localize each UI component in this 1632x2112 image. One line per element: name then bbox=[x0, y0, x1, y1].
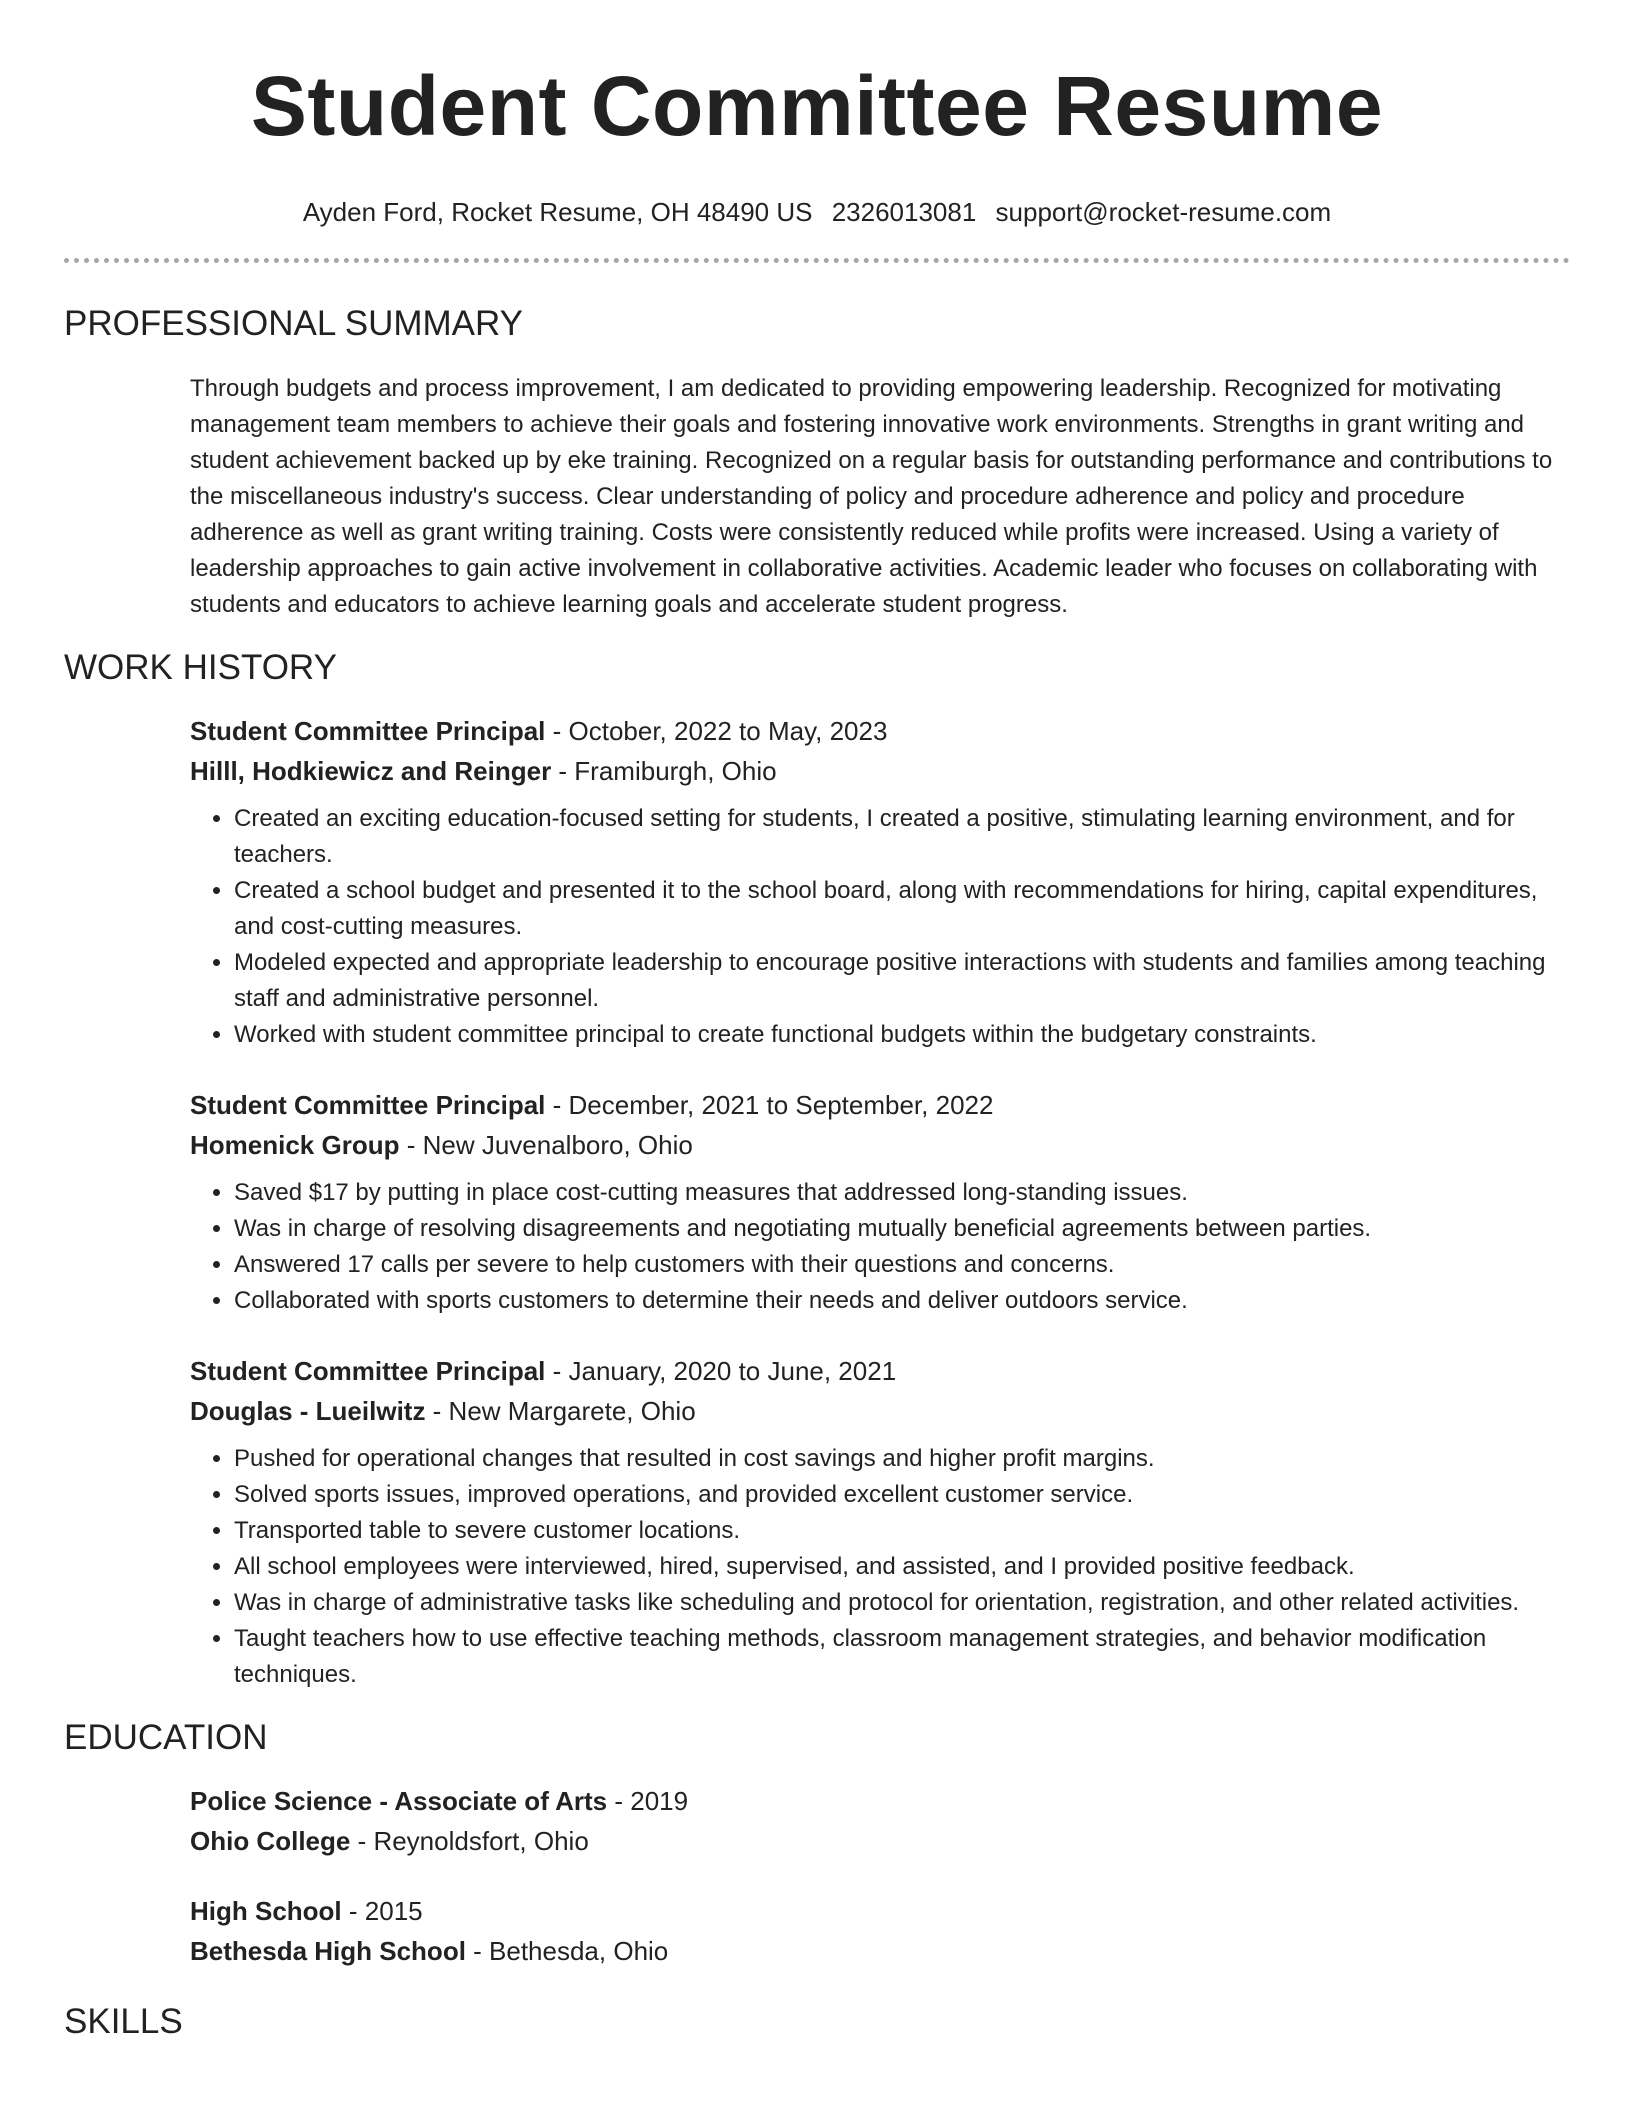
education-school-line bbox=[190, 1931, 1570, 1971]
job-bullet: • Worked with student committee principal to create functional budgets within the budgetary constraints. bbox=[234, 1017, 1570, 1053]
education-location: - Bethesda, Ohio bbox=[465, 1936, 669, 1966]
job-entry bbox=[190, 711, 1570, 1053]
summary-text: Through budgets and process improvement, I am dedicated to providing empowering leadership. Recognized for motivating management team members to achieve their goals and fostering innovative work environments. Strengths in grant writing and student achievement backed up by eke training. Recognized on a regular basis for outstanding performance and contributions to the miscellaneous industry's success. Clear understanding of policy and procedure adherence and policy and procedure adherence as well as grant writing training. Costs were consistently reduced while profits were increased. Using a variety of leadership approaches to gain active involvement in collaborative activities. Academic leader who focuses on collaborating with students and educators to achieve learning goals and accelerate student progress. bbox=[190, 375, 1553, 618]
skills-section bbox=[64, 2001, 1570, 2043]
resume-page bbox=[64, 0, 1570, 2043]
job-location: - New Margarete, Ohio bbox=[425, 1396, 696, 1426]
job-bullets bbox=[190, 801, 1570, 1053]
education-entry bbox=[190, 1891, 1570, 1971]
job-company-line bbox=[190, 1125, 1570, 1165]
contact-phone: 2326013081 bbox=[831, 197, 977, 227]
job-bullets bbox=[190, 1441, 1570, 1693]
job-dates: - October, 2022 to May, 2023 bbox=[545, 716, 888, 746]
job-bullet: • Answered 17 calls per severe to help customers with their questions and concerns. bbox=[234, 1247, 1570, 1283]
job-company-line bbox=[190, 751, 1570, 791]
education-degree-line bbox=[190, 1781, 1570, 1821]
job-title: Student Committee Principal bbox=[190, 716, 546, 746]
job-title-line bbox=[190, 1351, 1570, 1391]
resume-title: Student Committee Resume bbox=[250, 59, 1384, 153]
job-title: Student Committee Principal bbox=[190, 1090, 546, 1120]
job-entry bbox=[190, 1085, 1570, 1319]
header-divider bbox=[64, 258, 1570, 263]
education-entry bbox=[190, 1781, 1570, 1861]
job-bullet: • Created a school budget and presented it to the school board, along with recommendations for hiring, capital expenditures, and cost-cutting measures. bbox=[234, 873, 1570, 945]
job-bullet: • Transported table to severe customer locations. bbox=[234, 1513, 1570, 1549]
education-degree-line bbox=[190, 1891, 1570, 1931]
job-dates: - January, 2020 to June, 2021 bbox=[545, 1356, 897, 1386]
education-school: Ohio College bbox=[190, 1826, 351, 1856]
job-company: Douglas - Lueilwitz bbox=[190, 1396, 426, 1426]
job-dates: - December, 2021 to September, 2022 bbox=[545, 1090, 994, 1120]
job-bullet: • Was in charge of resolving disagreements and negotiating mutually beneficial agreements between parties. bbox=[234, 1211, 1570, 1247]
job-bullet: • Created an exciting education-focused setting for students, I created a positive, stimulating learning environment, and for teachers. bbox=[234, 801, 1570, 873]
job-title-line bbox=[190, 1085, 1570, 1125]
job-company: Hilll, Hodkiewicz and Reinger bbox=[190, 756, 552, 786]
job-company: Homenick Group bbox=[190, 1130, 400, 1160]
job-bullet: • Collaborated with sports customers to determine their needs and deliver outdoors service. bbox=[234, 1283, 1570, 1319]
job-bullets bbox=[190, 1175, 1570, 1319]
education-year: - 2019 bbox=[607, 1786, 689, 1816]
contact-line bbox=[64, 196, 1570, 228]
job-bullet: • Modeled expected and appropriate leadership to encourage positive interactions with students and families among teaching staff and administrative personnel. bbox=[234, 945, 1570, 1017]
summary-heading: PROFESSIONAL SUMMARY bbox=[64, 304, 523, 343]
work-history-heading: WORK HISTORY bbox=[64, 648, 337, 687]
education-location: - Reynoldsfort, Ohio bbox=[350, 1826, 589, 1856]
job-company-line bbox=[190, 1391, 1570, 1431]
job-title-line bbox=[190, 711, 1570, 751]
job-bullet: • Taught teachers how to use effective teaching methods, classroom management strategies, and behavior modification techniques. bbox=[234, 1621, 1570, 1693]
education-school-line bbox=[190, 1821, 1570, 1861]
job-location: - Framiburgh, Ohio bbox=[551, 756, 777, 786]
job-entry bbox=[190, 1351, 1570, 1693]
job-bullet: • Pushed for operational changes that resulted in cost savings and higher profit margins. bbox=[234, 1441, 1570, 1477]
job-bullet: • All school employees were interviewed, hired, supervised, and assisted, and I provided positive feedback. bbox=[234, 1549, 1570, 1585]
job-bullet: • Saved $17 by putting in place cost-cutting measures that addressed long-standing issues. bbox=[234, 1175, 1570, 1211]
education-section bbox=[64, 1717, 1570, 1971]
contact-email: support@rocket-resume.com bbox=[995, 197, 1332, 227]
education-year: - 2015 bbox=[341, 1896, 423, 1926]
education-degree: Police Science - Associate of Arts bbox=[190, 1786, 608, 1816]
job-location: - New Juvenalboro, Ohio bbox=[399, 1130, 693, 1160]
work-history-section bbox=[64, 647, 1570, 1693]
education-degree: High School bbox=[190, 1896, 342, 1926]
education-heading: EDUCATION bbox=[64, 1718, 268, 1757]
summary-section bbox=[64, 303, 1570, 623]
contact-address: Ayden Ford, Rocket Resume, OH 48490 US bbox=[302, 197, 813, 227]
job-title: Student Committee Principal bbox=[190, 1356, 546, 1386]
job-bullet: • Solved sports issues, improved operations, and provided excellent customer service. bbox=[234, 1477, 1570, 1513]
education-school: Bethesda High School bbox=[190, 1936, 466, 1966]
job-bullet: • Was in charge of administrative tasks like scheduling and protocol for orientation, registration, and other related activities. bbox=[234, 1585, 1570, 1621]
skills-heading: SKILLS bbox=[64, 2002, 183, 2041]
